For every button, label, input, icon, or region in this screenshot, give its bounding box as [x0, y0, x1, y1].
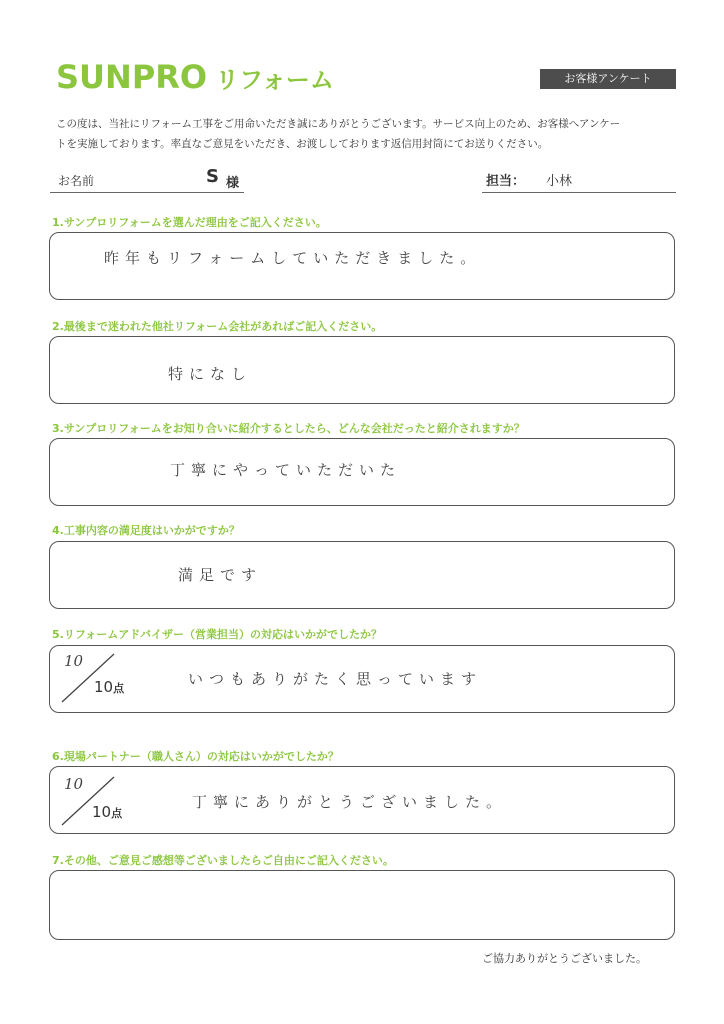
question-5-label: 5.リフォームアドバイザー（営業担当）の対応はいかがでしたか？	[52, 628, 383, 641]
staff-underline	[482, 192, 676, 193]
answer-box-5	[49, 645, 675, 713]
thanks-note: ご協力ありがとうございました。	[482, 952, 647, 965]
score-6	[50, 767, 190, 823]
score-5-denominator-value: 10	[94, 678, 114, 696]
answer-1-text: 昨年もリフォームしていただきました。	[104, 249, 482, 267]
question-3-label: 3.サンプロリフォームをお知り合いに紹介するとしたら、どんな会社だったと紹介されますか？	[52, 422, 525, 435]
survey-tag: お客様アンケート	[540, 69, 676, 89]
answer-box-2	[49, 336, 675, 404]
logo-main: SUNPRO	[56, 58, 208, 96]
score-5-denominator	[94, 678, 124, 696]
question-6-label: 6.現場パートナー（職人さん）の対応はいかがでしたか？	[52, 750, 339, 763]
answer-box-6	[49, 766, 675, 834]
name-underline	[50, 192, 244, 193]
score-5-value: 10	[64, 652, 84, 670]
name-suffix: 様	[226, 176, 240, 191]
intro-line-2: トを実施しております。率直なご意見をいただき、お渡ししております返信用封筒にてお送りください。	[56, 138, 549, 150]
logo-sub: リフォーム	[215, 66, 334, 94]
staff-value: 小林	[546, 174, 573, 189]
question-7-label: 7.その他、ご意見ご感想等ございましたらご自由にご記入ください。	[52, 854, 394, 867]
staff-label: 担当：	[486, 174, 526, 189]
question-1-label: 1.サンプロリフォームを選んだ理由をご記入ください。	[52, 216, 327, 229]
answer-4-text: 満足です	[178, 566, 263, 584]
answer-3-text: 丁寧にやっていただいた	[170, 461, 402, 479]
score-6-slash	[54, 771, 134, 831]
question-4-label: 4.工事内容の満足度はいかがですか？	[52, 524, 240, 537]
score-6-unit: 点	[111, 807, 123, 820]
score-6-value: 10	[64, 775, 84, 793]
logo	[56, 58, 334, 94]
answer-2-text: 特になし	[168, 365, 253, 383]
intro-text	[56, 114, 676, 154]
answer-box-3	[49, 438, 675, 506]
answer-box-7	[49, 870, 675, 940]
answer-6-text: 丁寧にありがとうございました。	[192, 793, 508, 811]
score-5	[50, 646, 190, 702]
score-6-denominator	[92, 803, 122, 821]
question-2-label: 2.最後まで迷われた他社リフォーム会社があればご記入ください。	[52, 320, 383, 333]
score-5-unit: 点	[113, 682, 125, 695]
score-6-denominator-value: 10	[92, 803, 112, 821]
intro-line-1: この度は、当社にリフォーム工事をご用命いただき誠にありがとうございます。サービス向上のため、お客様へアンケー	[56, 118, 621, 130]
answer-5-text: いつもありがたく思っています	[188, 670, 483, 688]
name-value: S	[206, 166, 219, 187]
answer-box-4	[49, 541, 675, 609]
answer-box-1	[49, 232, 675, 300]
name-label: お名前	[58, 174, 95, 188]
